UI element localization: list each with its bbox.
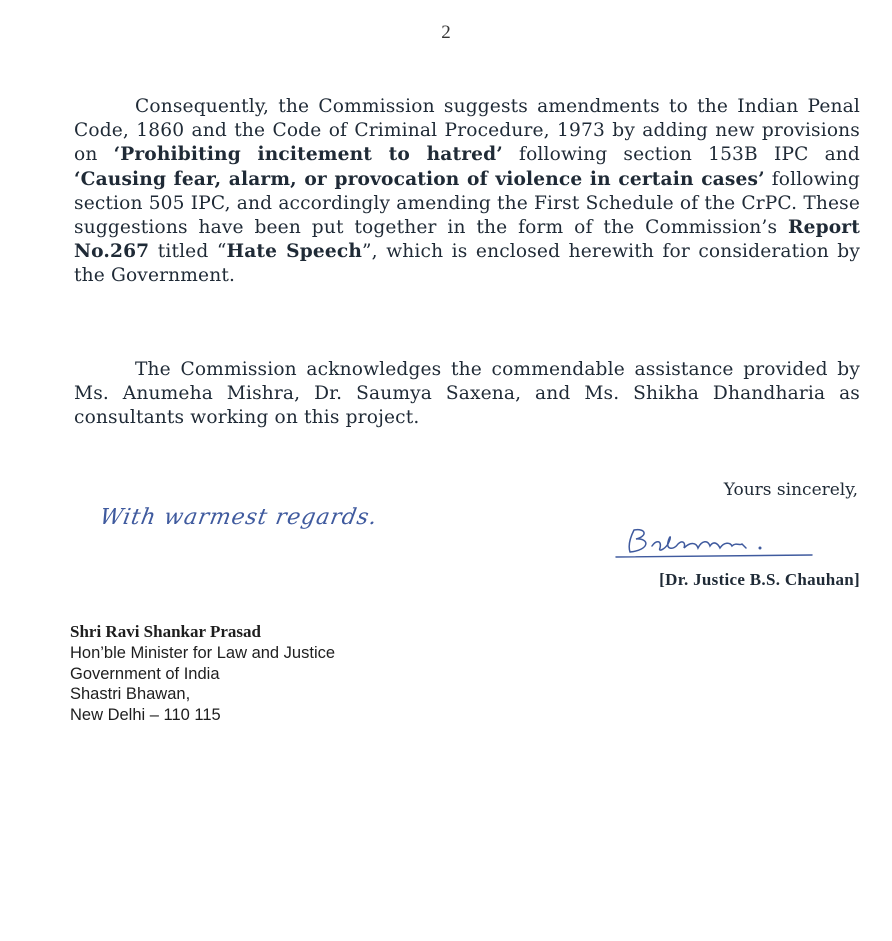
- para2-text: The Commission acknowledges the commendable assistance provided by Ms. Anumeha Mishra, Dr. Saumya Saxena, and Ms. Shikha Dhandharia as consultants working on this project.: [74, 359, 860, 429]
- closing-salutation: Yours sincerely,: [723, 480, 858, 500]
- page-number: 2: [441, 22, 451, 43]
- signatory-name: [Dr. Justice B.S. Chauhan]: [659, 570, 860, 589]
- body-paragraph-acknowledgement: [74, 358, 860, 431]
- report-title: Hate Speech: [226, 241, 363, 263]
- para1-text: following section 505 IPC, and accordingly amending the First Schedule of the CrPC. These suggestions have been put together in the form of the Commission’s: [74, 168, 860, 239]
- recipient-city: New Delhi – 110 115: [70, 706, 221, 725]
- signature-image: [612, 522, 817, 562]
- recipient-building: Shastri Bhawan,: [70, 685, 191, 704]
- para1-text: ”, which is enclosed herewith for consideration by the Government.: [74, 241, 861, 287]
- para1-text: following section 153B IPC and: [502, 144, 860, 166]
- provision-incitement: ‘Prohibiting incitement to hatred’: [113, 144, 503, 166]
- provision-causing-fear: ‘Causing fear, alarm, or provocation of violence in certain cases’: [74, 168, 765, 190]
- report-number: Report No.267: [74, 217, 860, 263]
- recipient-address: [70, 622, 335, 726]
- para1-text: Consequently, the Commission suggests amendments to the Indian Penal Code, 1860 and the Code of Criminal Procedure, 1973 by adding new provisions on: [74, 96, 860, 166]
- para1-text: titled “: [149, 241, 227, 263]
- recipient-name: Shri Ravi Shankar Prasad: [70, 622, 261, 641]
- body-paragraph-recommendations: [74, 95, 860, 289]
- recipient-organization: Government of India: [70, 664, 220, 683]
- recipient-designation: Hon’ble Minister for Law and Justice: [70, 643, 336, 662]
- handwritten-note: With warmest regards.: [97, 505, 380, 530]
